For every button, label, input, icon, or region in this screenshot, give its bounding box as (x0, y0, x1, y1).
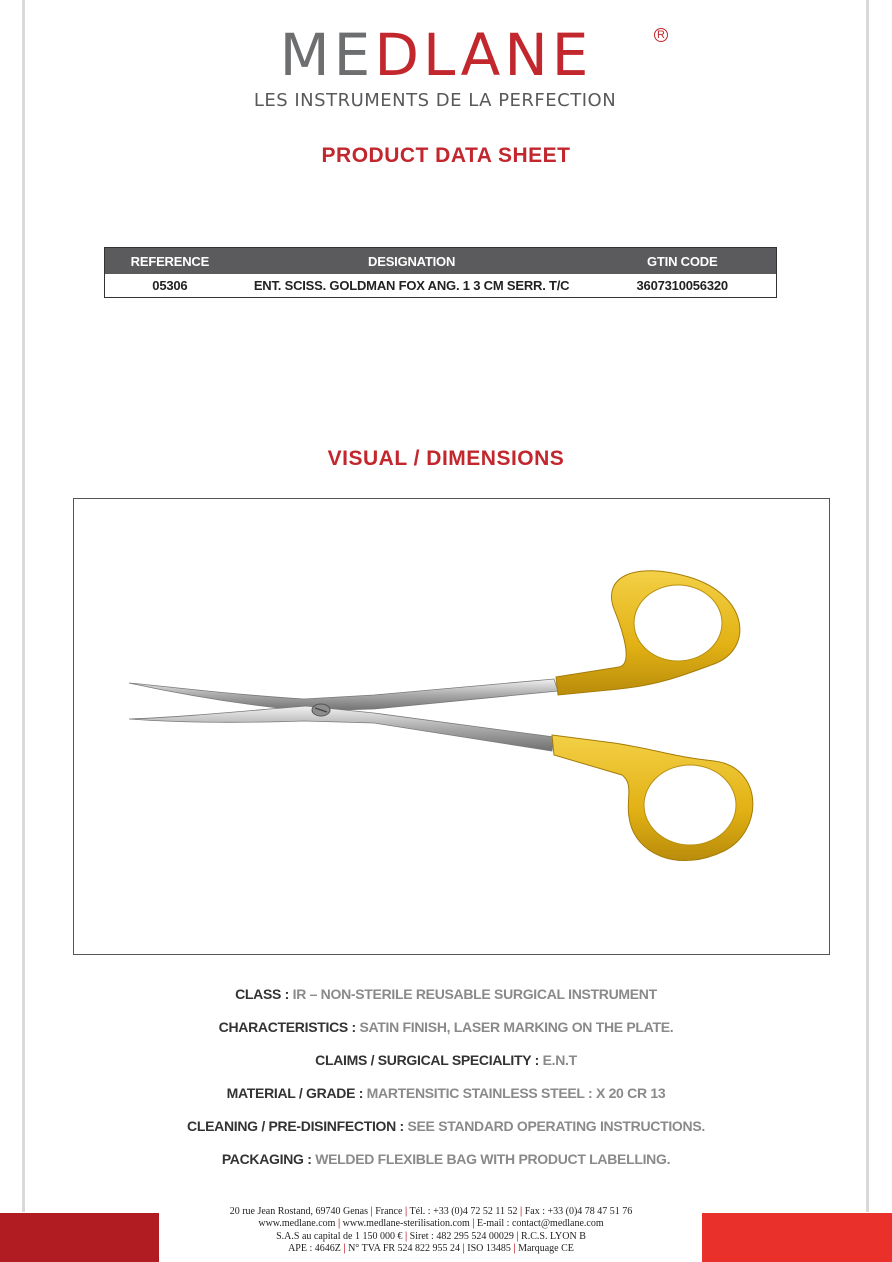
logo-tagline: LES INSTRUMENTS DE LA PERFECTION (253, 90, 617, 111)
spec-value: IR – NON-STERILE REUSABLE SURGICAL INSTRUMENT (292, 986, 657, 1002)
spec-label: MATERIAL / GRADE : (226, 1085, 367, 1101)
footer-iso: ISO 13485 (467, 1243, 511, 1255)
footer-separator: | (370, 1206, 373, 1217)
footer-line-address (165, 1206, 697, 1218)
medlane-logo (0, 18, 892, 118)
footer-red-bar-right (702, 1213, 892, 1262)
footer-vat: N° TVA FR 524 822 955 24 (348, 1243, 461, 1255)
footer-separator: | (462, 1243, 465, 1255)
footer-siret: Siret : 482 295 524 00029 (409, 1230, 514, 1242)
footer-phone: Tél. : +33 (0)4 72 52 11 52 (409, 1206, 518, 1217)
footer-separator: | (337, 1218, 341, 1230)
footer-ape: APE : 4646Z (288, 1243, 341, 1255)
footer-line-web (165, 1218, 697, 1230)
footer-capital: S.A.S au capital de 1 150 000 € (276, 1230, 403, 1242)
logo-suffix: DLANE (374, 21, 593, 89)
footer-separator: | (404, 1230, 408, 1242)
logo-prefix: ME (279, 21, 375, 89)
specifications-list (0, 983, 892, 1181)
footer-address: 20 rue Jean Rostand, 69740 Genas (229, 1206, 369, 1217)
spec-characteristics (0, 1016, 892, 1049)
product-visual-frame (73, 498, 830, 955)
footer-separator: | (472, 1218, 475, 1230)
visual-dimensions-title: VISUAL / DIMENSIONS (327, 447, 565, 470)
table-row (105, 274, 777, 298)
footer-separator: | (516, 1230, 519, 1242)
header-reference: REFERENCE (105, 248, 235, 275)
footer-country: France (375, 1206, 403, 1217)
footer-separator: | (513, 1243, 516, 1255)
footer-separator: | (343, 1243, 346, 1255)
footer-website[interactable]: www.medlane.com (258, 1218, 336, 1230)
logo-wordmark (222, 22, 650, 88)
upper-blade (129, 679, 558, 711)
cell-reference: 05306 (152, 278, 188, 293)
upper-ring-hole (634, 585, 722, 661)
footer-separator: | (404, 1206, 408, 1217)
footer-company-info (165, 1206, 697, 1256)
footer-line-registration (165, 1243, 697, 1255)
spec-value: SEE STANDARD OPERATING INSTRUCTIONS. (407, 1118, 705, 1134)
footer-fax: Fax : +33 (0)4 78 47 51 76 (524, 1206, 633, 1217)
spec-value: MARTENSITIC STAINLESS STEEL : X 20 CR 13 (366, 1085, 666, 1101)
footer-line-legal (165, 1231, 697, 1243)
spec-value: WELDED FLEXIBLE BAG WITH PRODUCT LABELLING. (315, 1151, 671, 1167)
spec-value: SATIN FINISH, LASER MARKING ON THE PLATE. (359, 1019, 674, 1035)
spec-label: CHARACTERISTICS : (218, 1019, 360, 1035)
spec-packaging (0, 1148, 892, 1181)
spec-material (0, 1082, 892, 1115)
cell-designation: ENT. SCISS. GOLDMAN FOX ANG. 1 3 CM SERR. T/C (253, 278, 570, 293)
spec-claims (0, 1049, 892, 1082)
cell-gtin-code: 3607310056320 (636, 278, 728, 293)
lower-blade (129, 706, 554, 751)
footer-rcs: R.C.S. LYON B (521, 1230, 586, 1242)
spec-value: E.N.T (542, 1052, 577, 1068)
footer-ce-marking: Marquage CE (518, 1243, 574, 1255)
spec-cleaning (0, 1115, 892, 1148)
product-data-sheet-title: PRODUCT DATA SHEET (321, 144, 571, 167)
spec-label: CLAIMS / SURGICAL SPECIALITY : (315, 1052, 543, 1068)
footer-sterilisation-website[interactable]: www.medlane-sterilisation.com (342, 1218, 470, 1230)
reference-table (104, 247, 777, 298)
registered-mark: R (654, 28, 668, 42)
spec-label: CLASS : (235, 986, 293, 1002)
table-header-row (105, 248, 777, 275)
footer-separator: | (520, 1206, 523, 1217)
header-gtin-code: GTIN CODE (588, 248, 776, 275)
footer-email[interactable]: E-mail : contact@medlane.com (476, 1218, 604, 1230)
scissors-illustration (74, 499, 831, 956)
spec-label: PACKAGING : (221, 1151, 316, 1167)
spec-label: CLEANING / PRE-DISINFECTION : (187, 1118, 408, 1134)
spec-class (0, 983, 892, 1016)
lower-ring-hole (644, 765, 736, 845)
header-designation: DESIGNATION (235, 248, 589, 275)
footer-red-bar-left (0, 1213, 159, 1262)
